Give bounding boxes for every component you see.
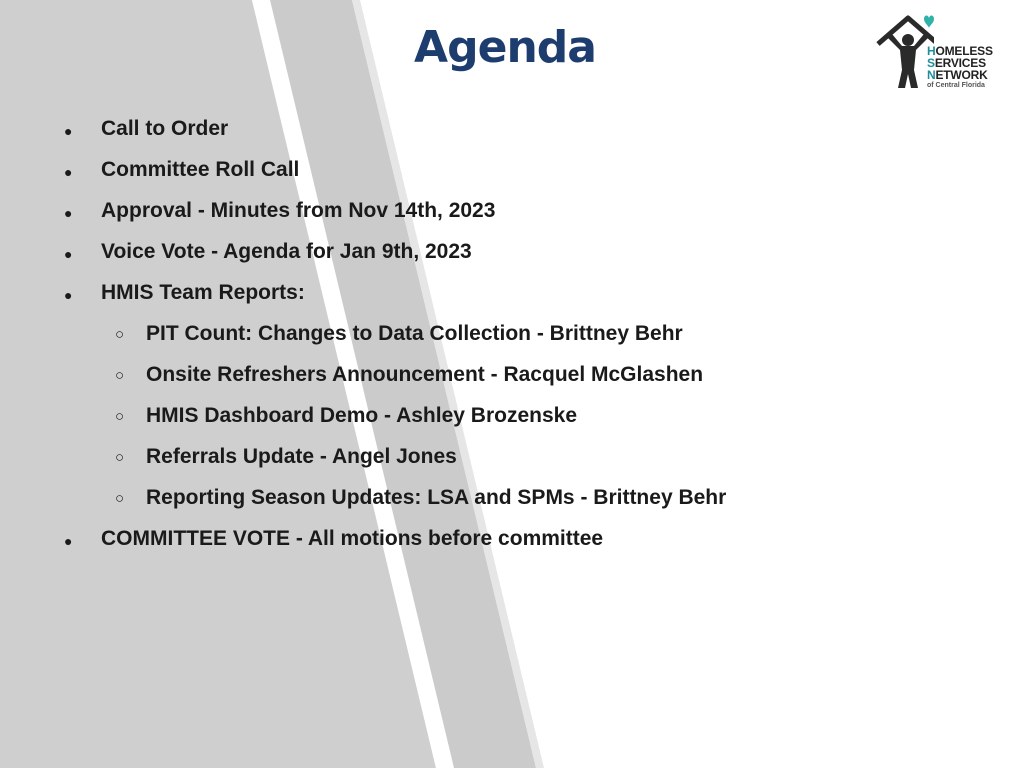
agenda-item-call-to-order: Call to Order <box>101 117 229 140</box>
sub-bullet-icon: ○ <box>115 367 125 384</box>
agenda-item-hmis-team-reports: HMIS Team Reports: <box>101 281 305 304</box>
bullet-icon: ● <box>64 246 73 262</box>
sub-item-reporting-season: Reporting Season Updates: LSA and SPMs - Brittney Behr <box>146 486 727 509</box>
bullet-icon: ● <box>64 533 73 549</box>
logo-line-services: SERVICES <box>927 56 986 70</box>
sub-item-referrals-update: Referrals Update - Angel Jones <box>146 445 457 468</box>
bullet-icon: ● <box>64 164 73 180</box>
logo-line-network: NETWORK <box>927 68 988 82</box>
sub-item-pit-count: PIT Count: Changes to Data Collection - Brittney Behr <box>146 322 683 345</box>
slide-title: Agenda <box>414 22 596 73</box>
sub-item-dashboard-demo: HMIS Dashboard Demo - Ashley Brozenske <box>146 404 577 427</box>
bullet-icon: ● <box>64 205 73 221</box>
sub-bullet-icon: ○ <box>115 408 125 425</box>
agenda-item-approval-minutes: Approval - Minutes from Nov 14th, 2023 <box>101 199 496 222</box>
logo-subtitle: of Central Florida <box>927 82 985 89</box>
sub-item-onsite-refreshers: Onsite Refreshers Announcement - Racquel McGlashen <box>146 363 704 386</box>
sub-bullet-icon: ○ <box>115 449 125 466</box>
sub-bullet-icon: ○ <box>115 326 125 343</box>
logo-line-homeless: HOMELESS <box>927 44 993 58</box>
sub-bullet-icon: ○ <box>115 490 125 507</box>
agenda-item-voice-vote: Voice Vote - Agenda for Jan 9th, 2023 <box>101 240 472 263</box>
agenda-item-committee-vote: COMMITTEE VOTE - All motions before committee <box>101 527 604 550</box>
bullet-icon: ● <box>64 123 73 139</box>
bullet-icon: ● <box>64 287 73 303</box>
agenda-item-roll-call: Committee Roll Call <box>101 158 300 181</box>
